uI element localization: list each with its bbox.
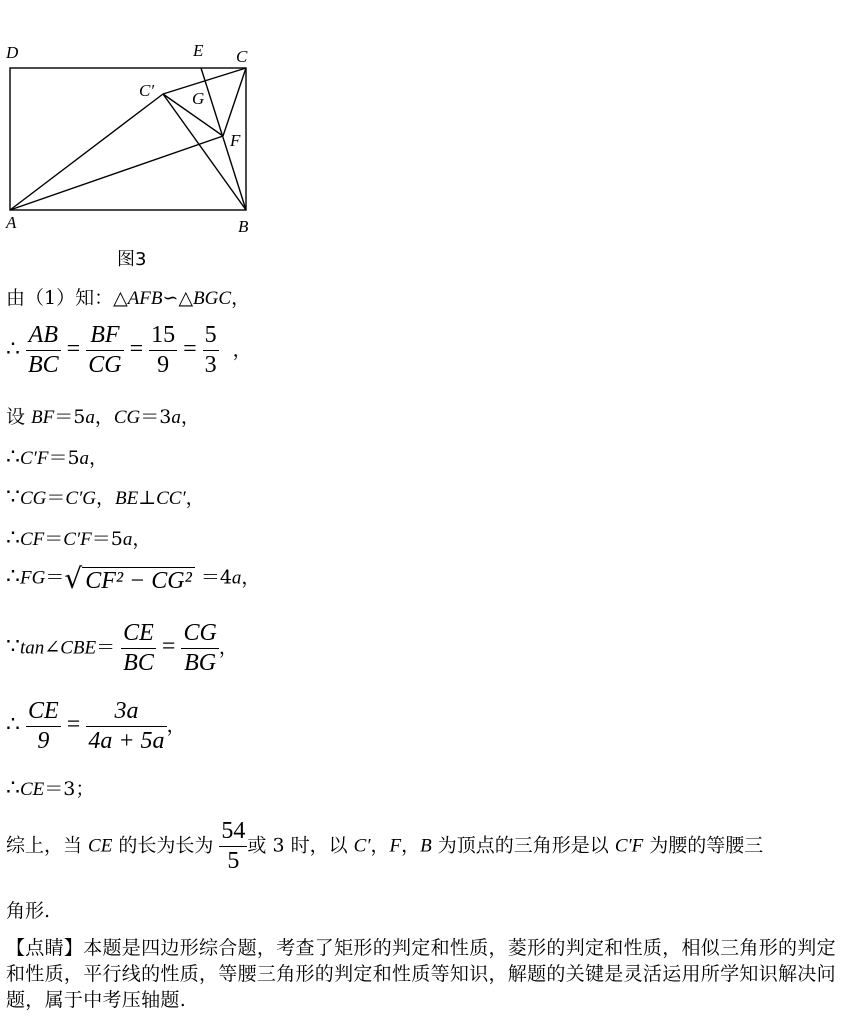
fraction-54-5: $\frac{54}{5}$ bbox=[221, 818, 246, 874]
line-8: ∵tan∠CBE＝ $\frac{CE}{BC}$ = $\frac{CG}{BG}$ ， bbox=[6, 620, 238, 676]
line-7: ∴FG＝√ CF² − CG² ＝4a， bbox=[6, 562, 261, 595]
rectangle-abcd bbox=[10, 68, 246, 210]
segment-ac-prime bbox=[10, 94, 163, 210]
fraction-ce-bc: $\frac{CE}{BC}$ bbox=[123, 620, 154, 676]
label-f: F bbox=[230, 131, 241, 150]
square-root: √ CF² − CG² bbox=[64, 562, 194, 595]
line-3: 设 BF＝5a，CG＝3a， bbox=[6, 406, 200, 428]
fraction-ab-bc: $\frac{AB}{BC}$ bbox=[28, 322, 59, 378]
comma: ， bbox=[232, 340, 252, 362]
line-6: ∴CF＝C′F＝5a， bbox=[6, 526, 152, 551]
comment-paragraph bbox=[6, 935, 838, 1013]
equals: = bbox=[183, 336, 197, 363]
label-c: C bbox=[236, 47, 248, 66]
line-10: ∴CE＝3； bbox=[6, 776, 95, 801]
comma: ， bbox=[231, 287, 251, 309]
fraction-3a-9a: $\frac{3a}{4a + 5a}$ bbox=[88, 698, 165, 754]
geometry-figure bbox=[0, 30, 280, 270]
fraction-15-9: $\frac{15}{9}$ bbox=[151, 322, 176, 378]
figure-caption: 图3 bbox=[117, 249, 147, 270]
therefore-symbol: ∴ bbox=[6, 336, 20, 362]
segment-cc-prime bbox=[163, 68, 246, 94]
line-2 bbox=[6, 322, 252, 379]
label-d: D bbox=[6, 43, 19, 62]
equals: = bbox=[129, 336, 144, 363]
label-b: B bbox=[238, 217, 249, 236]
label-g: G bbox=[192, 89, 205, 108]
fraction-5-3: $\frac{5}{3}$ bbox=[204, 322, 217, 378]
fraction-ce-9: $\frac{CE}{9}$ bbox=[28, 698, 59, 754]
line-9: ∴ $\frac{CE}{9}$ = $\frac{3a}{4a + 5a}$ ， bbox=[6, 698, 186, 754]
line-5: ∵CG＝C′G，BE⊥CC′， bbox=[6, 485, 205, 510]
segment-af bbox=[10, 136, 223, 210]
line-11: 综上，当 CE 的长为长为 $\frac{54}{5}$ 或 3 时，以 C′，F，B 为顶点的三角形是以 C′F 为腰的等腰三 bbox=[6, 818, 764, 874]
line-1 bbox=[6, 283, 250, 310]
fraction-cg-bg: $\frac{CG}{BG}$ bbox=[183, 620, 217, 676]
label-e: E bbox=[193, 41, 204, 60]
label-a: A bbox=[6, 213, 17, 232]
line-4: ∴C′F＝5a， bbox=[6, 445, 109, 470]
line-1-prefix: 由（1）知： bbox=[6, 287, 114, 309]
fraction-bf-cg: $\frac{BF}{CG}$ bbox=[88, 322, 122, 378]
comment-text: 本题是四边形综合题，考查了矩形的判定和性质，菱形的判定和性质，相似三角形的判定和性质，平行线的性质，等腰三角形的判定和性质等知识，解题的关键是灵活运用所学知识解决问题，属于中考压轴题. bbox=[6, 937, 836, 1011]
line-12: 角形. bbox=[6, 900, 51, 922]
comment-tag: 【点睛】 bbox=[6, 937, 84, 959]
label-c-prime: C′ bbox=[139, 81, 155, 100]
segment-cf bbox=[223, 68, 246, 136]
similar-triangles: △AFB∽△BGC bbox=[113, 288, 232, 309]
equals: = bbox=[66, 336, 81, 363]
